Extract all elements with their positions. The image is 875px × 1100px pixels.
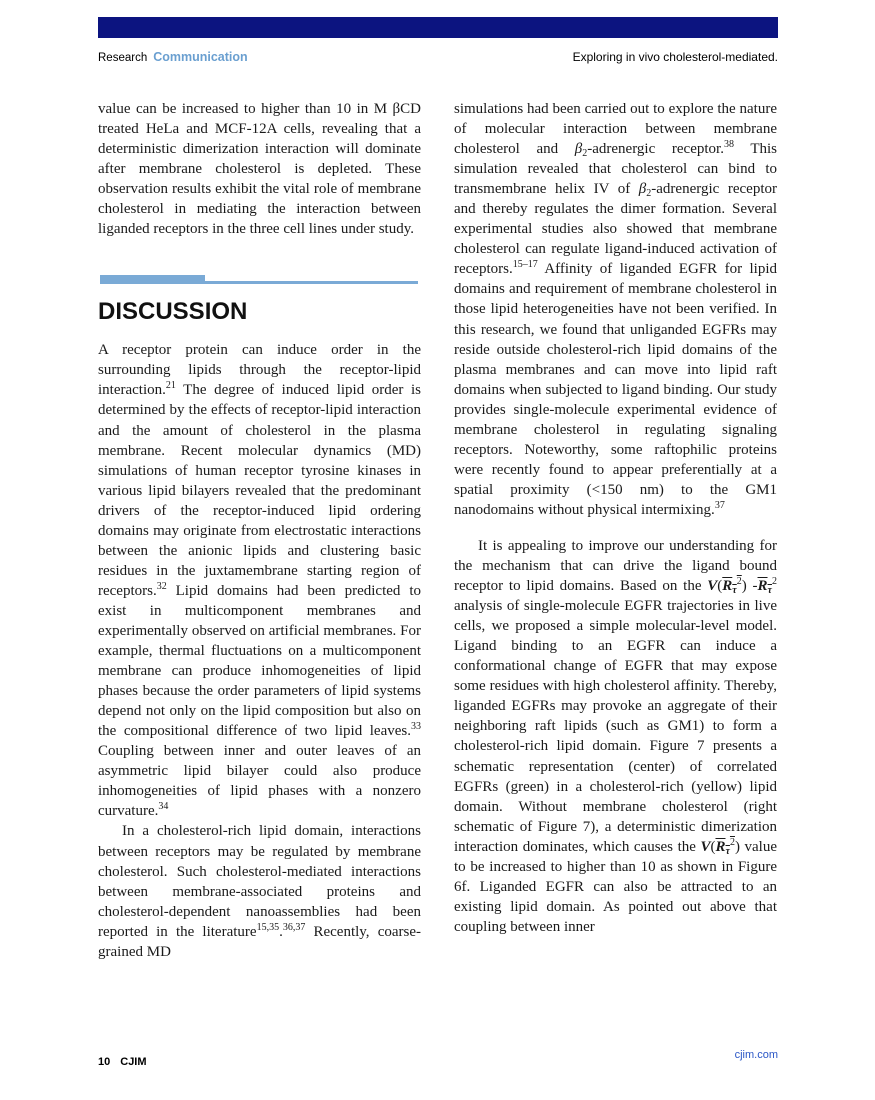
math-square: 2	[736, 576, 742, 588]
section-name: Research	[98, 52, 148, 64]
math-square: 2	[771, 576, 777, 588]
citation: 37	[714, 499, 725, 511]
text: simulations had been carried out to explore the nature of molecular interaction between membrane cholesterol and	[454, 101, 777, 158]
paragraph-results-end: value can be increased to higher than 10 in M βCD treated HeLa and MCF-12A cells, revealing that a deterministic dimerization interaction will dominate after membrane cholesterol is depleted. These observation results exhibit the vital role of membrane cholesterol in mediating the interaction between liganded receptors in the three cell lines under study.	[98, 101, 421, 238]
citation: 33	[411, 721, 421, 733]
text: This simulation revealed that cholesterol can bind to transmembrane helix IV of	[454, 141, 777, 198]
math-tau: τ	[725, 845, 730, 857]
journal-name: CJIM	[120, 1056, 147, 1068]
discussion-heading: DISCUSSION	[98, 298, 248, 326]
citation: 21	[165, 380, 176, 392]
text: value to be increased to higher than 10 as shown in Figure 6f. Liganded EGFR can also be attracted to an existing lipid domain. As pointed out above that coupling between inner	[454, 838, 777, 935]
math-r: R	[722, 578, 733, 595]
math-v: V	[707, 578, 718, 595]
beta-subscript: 2	[646, 188, 652, 200]
footer-left	[98, 1056, 147, 1068]
citation: 32	[156, 580, 167, 592]
citation: 15,35	[256, 921, 280, 933]
math-variance-expression: $V(R_\tau^2)$	[700, 836, 740, 857]
math-r: R	[715, 838, 726, 855]
math-r-bar	[757, 578, 772, 597]
running-title: Exploring in vivo cholesterol-mediated.	[572, 50, 778, 64]
math-square: 2	[729, 836, 735, 848]
text: It is appealing to improve our understanding for the mechanism that can drive the ligand bound receptor to lipid domains. Based on the	[454, 537, 777, 595]
paragraph-discussion-3	[454, 99, 777, 520]
text: Affinity of liganded EGFR for lipid domains and requirement of membrane cholesterol in those lipid heterogeneities have not been verified. In this research, we found that unliganded EGFRs may reside outside cholesterol-rich lipid domains of the plasma membranes and can move into lipid raft domains when subjected to ligand binding. Our study provides single-molecule experimental evidence of membrane cholesterol in regulating signaling receptors. Noteworthy, some raftophilic proteins were recently found to appear preferentially at a spatial proximity (<150 nm) to the GM1 nanodomains without physical intermixing.	[454, 261, 777, 518]
journal-website-link[interactable]: cjim.com	[734, 1049, 778, 1061]
math-tau: τ	[767, 585, 772, 597]
text: analysis of single-molecule EGFR trajectories in live cells, we proposed a simple molecular-level model. Ligand binding to an EGFR can induce a conformational change of EGFR that may expose some residues with high cholesterol affinity. Thereby, liganded EGFRs may provoke an aggregate of their neighboring raft lipids (such as GM1) to form a cholesterol-rich lipid domain. Figure 7 presents a schematic representation (center) of correlated EGFRs (green) in a cholesterol-rich (yellow) lipid domain. Without membrane cholesterol (right schematic of Figure 7), a deterministic dimerization interaction dominates, which causes the	[454, 598, 777, 855]
text: A receptor protein can induce order in the surrounding lipids through the receptor-lipid interaction.	[98, 342, 421, 399]
math-r: R	[757, 578, 768, 595]
text: .	[279, 923, 283, 940]
citation: 34	[158, 801, 169, 813]
math-variance-expression: $V(R_\tau^2)$ $-R_\tau^2$	[707, 576, 777, 597]
text: In a cholesterol-rich lipid domain, interactions between receptors may be regulated by membrane cholesterol. Such cholesterol-mediated interactions between membrane-associated proteins and cholesterol-dependent nanoassemblies had been reported in the literature	[98, 823, 421, 940]
beta-subscript: 2	[582, 148, 588, 160]
beta-symbol: β	[574, 141, 583, 158]
right-column	[454, 99, 777, 937]
math-tau: τ	[732, 585, 737, 597]
subsection-name: Communication	[153, 50, 248, 64]
math-mean-r	[722, 576, 742, 597]
text: Coupling between inner and outer leaves of an asymmetric lipid bilayer could also produce inhomogeneities of lipid phases with a nonzero curvature.	[98, 743, 421, 820]
text: -adrenergic receptor and thereby regulates the dimer formation. Several experimental studies also showed that membrane cholesterol can regulate ligand-induced activation of receptors.	[454, 181, 777, 278]
section-label	[98, 50, 248, 64]
citation: 36,37	[282, 921, 306, 933]
paragraph-discussion-1	[98, 340, 421, 821]
citation: 15–17	[512, 259, 538, 271]
page-number: 10	[98, 1056, 111, 1068]
divider-thick	[100, 275, 205, 284]
paragraph-discussion-4	[454, 536, 777, 937]
math-v: V	[700, 838, 711, 855]
section-divider	[98, 275, 421, 284]
text: Recently, coarse-grained MD	[98, 923, 422, 960]
citation: 38	[723, 139, 734, 151]
header-bar	[98, 17, 778, 38]
beta-symbol: β	[638, 181, 647, 198]
paragraph-discussion-2	[98, 821, 421, 961]
left-column	[98, 99, 421, 962]
text: The degree of induced lipid order is determined by the effects of receptor-lipid interaction and the amount of cholesterol in the plasma membrane. Recent molecular dynamics (MD) simulations of human receptor tyrosine kinases in various lipid bilayers revealed that the predominant drivers of the receptor-induced lipid ordering domains may originate from electrostatic interactions between the anionic lipids and clustering basic residues in the juxtamembrane starting region of receptors.	[98, 382, 421, 599]
text: Lipid domains had been predicted to exist in multicomponent membranes and experimentally observed on artificial membranes. For example, thermal fluctuations on a multicomponent membrane can produce inhomogeneities of lipid phases because the order parameters of lipid systems depend not only on the lipid composition but also on the compositional difference of two lipid leaves.	[98, 582, 421, 740]
text: -adrenergic receptor.	[587, 141, 724, 158]
